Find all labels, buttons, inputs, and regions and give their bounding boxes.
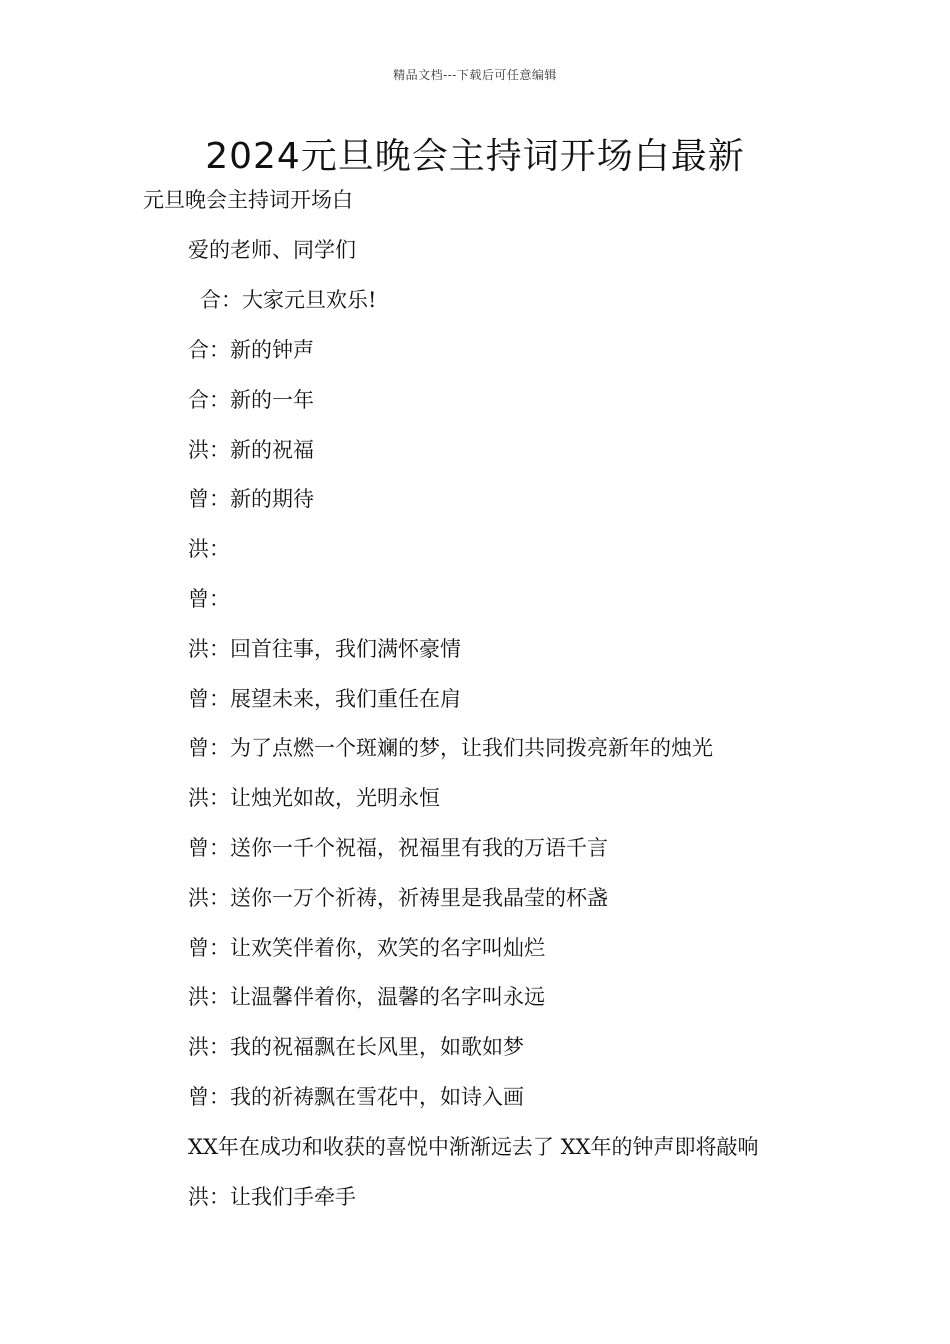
script-line: 曾：展望未来，我们重任在肩 (188, 687, 461, 711)
script-line: 洪：送你一万个祈祷，祈祷里是我晶莹的杯盏 (188, 886, 608, 910)
script-line: 洪：新的祝福 (188, 438, 314, 462)
script-line: 曾：我的祈祷飘在雪花中，如诗入画 (188, 1085, 524, 1109)
script-line: XX年在成功和收获的喜悦中渐渐远去了 XX年的钟声即将敲响 (188, 1135, 759, 1159)
script-line: 合：新的一年 (188, 388, 314, 412)
script-line: 爱的老师、同学们 (188, 238, 356, 262)
script-line: 曾： (188, 587, 230, 611)
script-line: 合：大家元旦欢乐! (200, 288, 377, 312)
document-subtitle: 元旦晚会主持词开场白 (143, 188, 353, 212)
script-line: 洪：回首往事，我们满怀豪情 (188, 637, 461, 661)
script-line: 曾：让欢笑伴着你，欢笑的名字叫灿烂 (188, 936, 545, 960)
page-header: 精品文档---下载后可任意编辑 (393, 68, 557, 82)
script-line: 洪：让烛光如故，光明永恒 (188, 786, 440, 810)
script-line: 曾：为了点燃一个斑斓的梦，让我们共同拨亮新年的烛光 (188, 736, 713, 760)
script-line: 曾：新的期待 (188, 487, 314, 511)
script-line: 洪：让温馨伴着你，温馨的名字叫永远 (188, 985, 545, 1009)
document-title: 2024元旦晚会主持词开场白最新 (205, 136, 745, 177)
script-line: 洪：让我们手牵手 (188, 1185, 356, 1209)
script-line: 曾：送你一千个祝福，祝福里有我的万语千言 (188, 836, 608, 860)
script-line: 洪：我的祝福飘在长风里，如歌如梦 (188, 1035, 524, 1059)
script-line: 合：新的钟声 (188, 338, 314, 362)
script-line: 洪： (188, 537, 230, 561)
